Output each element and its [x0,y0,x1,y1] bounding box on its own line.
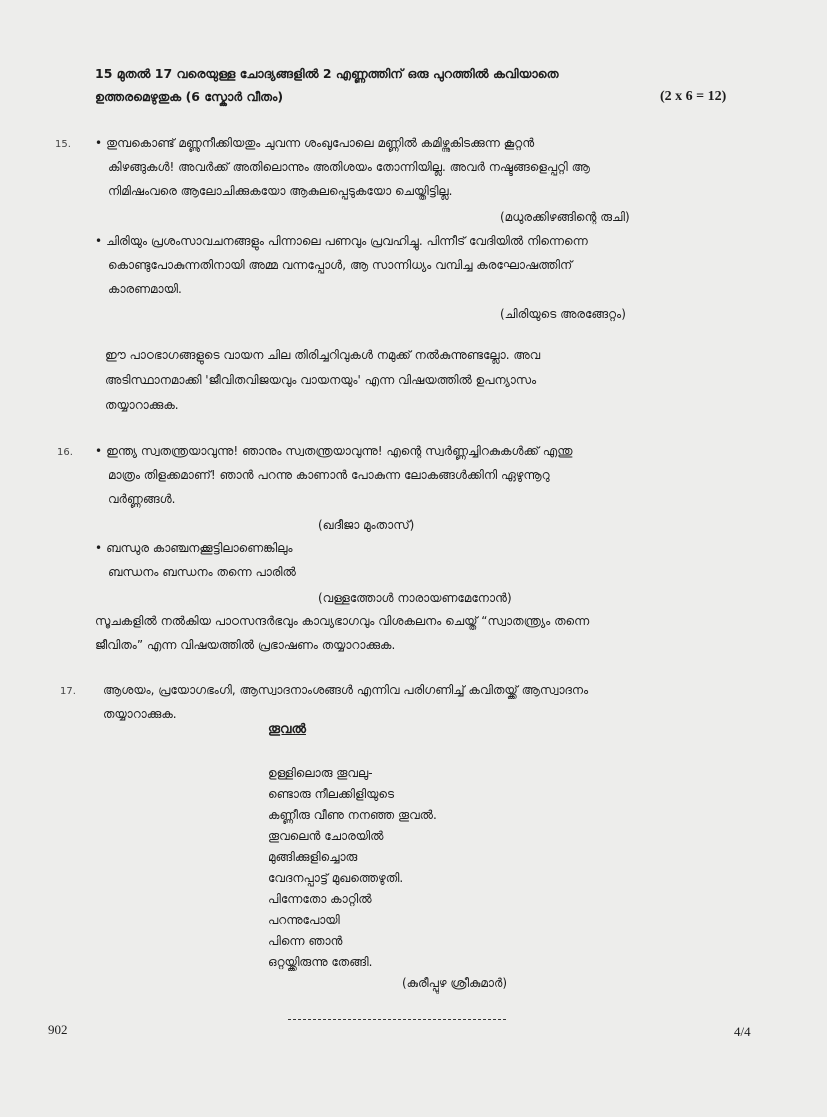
q16-attribution-1: (ഖദീജാ മുംതാസ്) [318,518,415,532]
q16-number: 16. [57,447,73,458]
q15-task-line3: തയ്യാറാക്കുക. [105,398,179,412]
q15-number: 15. [55,139,71,150]
q16-bullet1-line2: മാത്രം തിളക്കമാണ്! ഞാൻ പറന്നു കാണാൻ പോകുന്ന ലോകങ്ങൾക്കിനി ഏഴുന്നൂറു [108,468,550,482]
q15-attribution-2: (ചിരിയുടെ അരങ്ങേറ്റം) [500,307,626,321]
q16-bullet2-line1: • ബന്ധുര കാഞ്ചനക്കൂട്ടിലാണെങ്കിലും [95,541,293,555]
bullet-icon: • [95,444,103,458]
q15-bullet1-line1: • തുമ്പകൊണ്ട് മണ്ണുനീക്കിയതും ചുവന്ന ശംഖുപോലെ മണ്ണിൽ കമിഴ്ന്നുകിടക്കുന്ന കൂറ്റൻ [95,136,535,150]
poem-line: ഉള്ളിലൊരു തൂവലു- [268,766,373,780]
q15-task-line1: ഈ പാഠഭാഗങ്ങളുടെ വായന ചില തിരിച്ചറിവുകൾ നമുക്ക് നൽകുന്നുണ്ടല്ലോ. അവ [105,348,541,362]
poem-line: പിന്നേതോ കാറ്റിൽ [268,892,372,906]
q15-bullet2-line1: • ചിരിയും പ്രശംസാവചനങ്ങളും പിന്നാലെ പണവും പ്രവഹിച്ചു. പിന്നീട് വേദിയിൽ നിന്നെന്നെ [95,234,588,248]
q17-number: 17. [60,686,76,697]
q16-task-line2: ജീവിതം” എന്ന വിഷയത്തിൽ പ്രഭാഷണം തയ്യാറാക്കുക. [95,638,396,652]
q17-task-line2: തയ്യാറാക്കുക. [103,707,177,721]
poem-line: മുങ്ങിക്കുളിച്ചൊരു [268,850,358,864]
q16-bullet2-line2: ബന്ധനം ബന്ധനം തന്നെ പാരിൽ [108,565,296,579]
poem-line: പറന്നുപോയി [268,913,340,927]
poem-title: തൂവൽ [268,722,306,737]
marks-label: (2 x 6 = 12) [660,89,727,104]
bullet-icon: • [95,234,103,248]
q15-attribution-1: (മധുരക്കിഴങ്ങിന്റെ രുചി) [500,210,630,224]
q15-bullet1-line2: കിഴങ്ങുകൾ! അവർക്ക് അതിലൊന്നും അതിശയം തോന്നിയില്ല. അവർ നഷ്ടങ്ങളെപ്പറ്റി ആ [108,160,590,174]
q16-attribution-2: (വള്ളത്തോൾ നാരായണമേനോൻ) [318,591,512,605]
q17-task-line1: ആശയം, പ്രയോഗഭംഗി, ആസ്വാദനാംശങ്ങൾ എന്നിവ പരിഗണിച്ച് കവിതയ്ക്ക് ആസ്വാദനം [103,683,589,697]
q15-task-line2: അടിസ്ഥാനമാക്കി 'ജീവിതവിജയവും വായനയും' എന്ന വിഷയത്തിൽ ഉപന്യാസം [105,373,537,387]
q15-bullet2-line3: കാരണമായി. [108,282,182,296]
q15-bullet2-line2: കൊണ്ടുപോകുന്നതിനായി അമ്മ വന്നപ്പോൾ, ആ സാന്നിധ്യം വമ്പിച്ച കരഘോഷത്തിന് [108,258,573,272]
q16-bullet1-line3: വർണ്ണങ്ങൾ. [108,492,176,506]
page-number: 4/4 [734,1024,751,1039]
instructions-line-1: 15 മുതൽ 17 വരെയുള്ള ചോദ്യങ്ങളിൽ 2 എണ്ണത്തിന് ഒരു പുറത്തിൽ കവിയാതെ [95,66,559,81]
poem-line: തൂവലെൻ ചോരയിൽ [268,829,384,843]
end-divider [288,1019,506,1020]
poem-line: ഒറ്റയ്ക്കിരുന്നു തേങ്ങി. [268,955,373,969]
q15-bullet1-line3: നിമിഷംവരെ ആലോചിക്കുകയോ ആകുലപ്പെടുകയോ ചെയ്തിട്ടില്ല. [108,184,453,198]
question-paper-code: 902 [48,1022,68,1037]
q16-bullet1-line1: • ഇന്ത്യ സ്വതന്ത്രയാവുന്നു! ഞാനും സ്വതന്ത്രയാവുന്നു! എന്റെ സ്വർണ്ണച്ചിറകുകൾക്ക് എന്തു [95,444,573,458]
bullet-icon: • [95,541,103,555]
poem-line: പിന്നെ ഞാൻ [268,934,343,948]
instructions-line-2: ഉത്തരമെഴുതുക (6 സ്കോർ വീതം) [95,89,284,104]
poem-line: വേദനപ്പാട്ട് മുഖത്തെഴുതി. [268,871,404,885]
poem-line: കണ്ണീരു വീണു നനഞ്ഞ തൂവൽ. [268,808,437,822]
poem-line: ണ്ടൊരു നീലക്കിളിയുടെ [268,787,395,801]
poet-attribution: (കുരീപ്പുഴ ശ്രീകുമാർ) [402,976,508,990]
q16-task-line1: സൂചകളിൽ നൽകിയ പാഠസന്ദർഭവും കാവ്യഭാഗവും വിശകലനം ചെയ്ത് “സ്വാതന്ത്ര്യം തന്നെ [95,614,590,628]
bullet-icon: • [95,136,103,150]
